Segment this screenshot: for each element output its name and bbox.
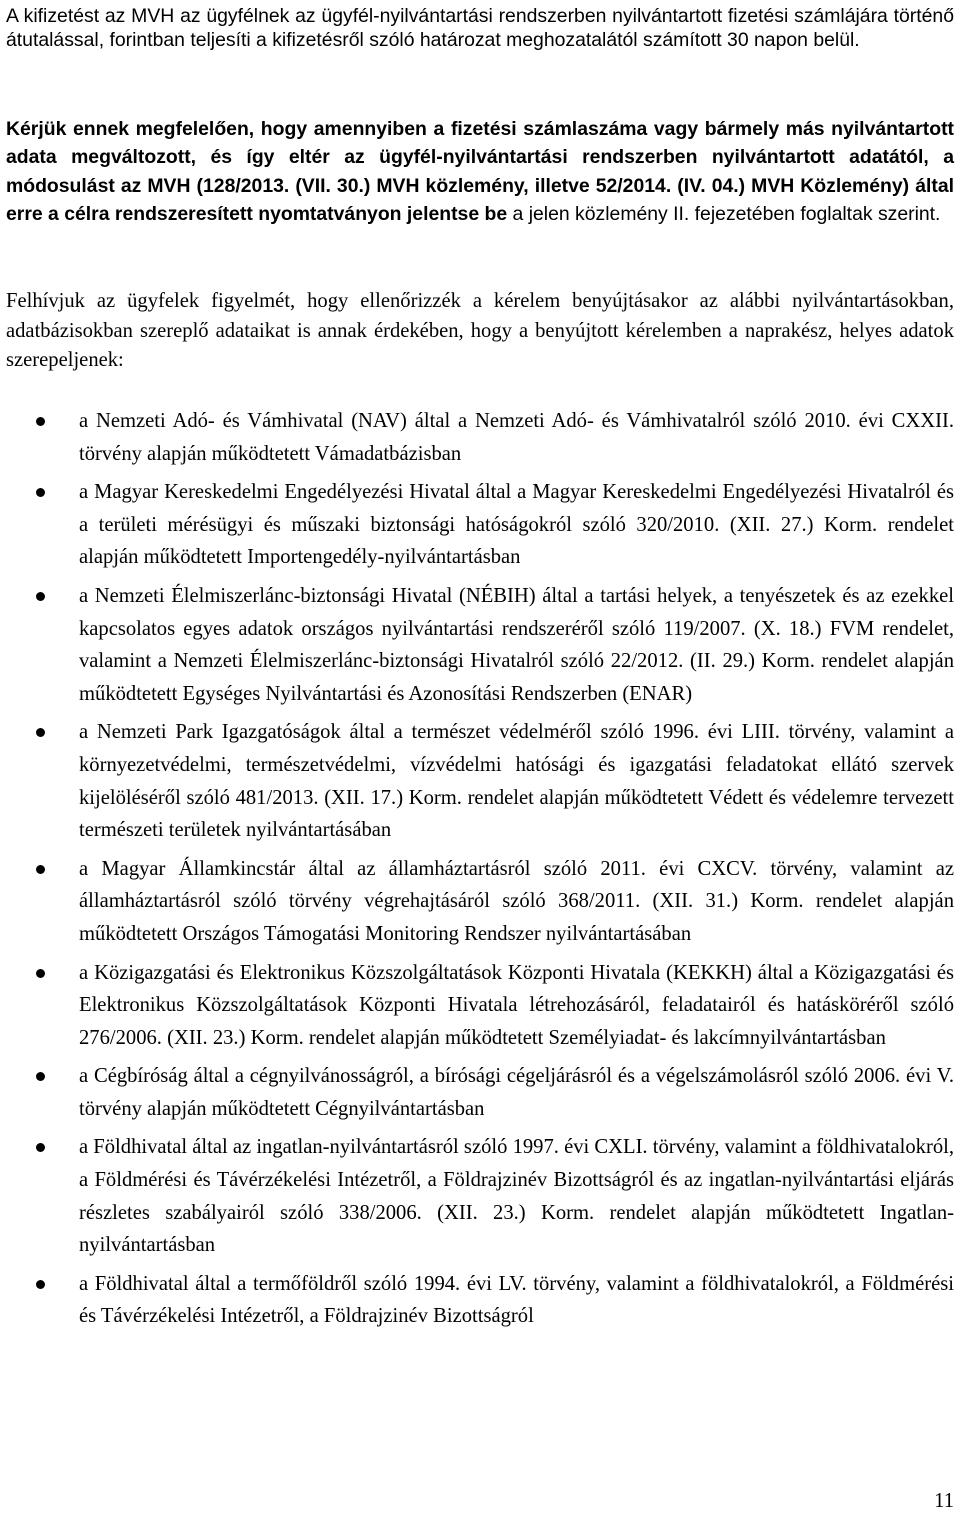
list-item-text: a Magyar Államkincstár által az államháztartásról szóló 2011. évi CXCV. törvény, valamint az államháztartásról szóló törvény végrehajtásáról szóló 368/2011. (XII. 31.) Korm. rendelet alapján működtetett Országos Támogatási Monitoring Rendszer nyilvántartásában [79, 857, 954, 945]
list-item-text: a Nemzeti Adó- és Vámhivatal (NAV) által a Nemzeti Adó- és Vámhivatalról szóló 2010. évi CXXII. törvény alapján működtetett Vámadatbázisban [79, 410, 954, 465]
bullet-icon [36, 728, 45, 737]
paragraph-payment-info: A kifizetést az MVH az ügyfélnek az ügyfél-nyilvántartási rendszerben nyilvántartott fizetési számlájára történő átutalással, forintban teljesíti a kifizetésről szóló határozat meghozatalától számított 30 napon belül. [6, 5, 954, 51]
page-number: 11 [934, 1490, 954, 1512]
list-item-text: a Cégbíróság által a cégnyilvánosságról, a bírósági cégeljárásról és a végelszámolásról szóló 2006. évi V. törvény alapján működtetett Cégnyilvántartásban [79, 1065, 954, 1120]
list-item-text: a Nemzeti Park Igazgatóságok által a természet védelméről szóló 1996. évi LIII. törvény, valamint a környezetvédelmi, természetvédelmi, vízvédelmi hatósági és igazgatási feladatokat ellátó szervek kijelöléséről szóló 481/2013. (XII. 17.) Korm. rendelet alapján működtetett Védett és védelemre tervezett természeti területek nyilvántartásában [79, 721, 954, 842]
list-item [0, 476, 960, 574]
list-item [0, 405, 960, 470]
bullet-icon [36, 969, 45, 978]
paragraph-check-registries: Felhívjuk az ügyfelek figyelmét, hogy ellenőrizzék a kérelem benyújtásakor az alábbi nyilvántartásokban, adatbázisokban szereplő adataikat is annak érdekében, hogy a benyújtott kérelemben a naprakész, helyes adatok szerepeljenek: [6, 290, 954, 372]
bullet-icon [36, 592, 45, 601]
paragraph-bold-part: Kérjük ennek megfelelően, hogy amennyiben a fizetési számlaszáma vagy bármely más nyilvántartott adata megváltozott, és így eltér az ügyfél-nyilvántartási rendszerben nyilvántartott adatától, a módosulást az MVH (128/2013. (VII. 30.) MVH közlemény, illetve 52/2014. (IV. 04.) MVH Közlemény) által erre a célra rendszeresített nyomtatványon jelentse be [6, 118, 954, 226]
bullet-icon [36, 488, 45, 497]
bullet-icon [36, 1072, 45, 1081]
bullet-icon [36, 417, 45, 426]
list-item [0, 853, 960, 951]
list-item [0, 716, 960, 846]
list-item-text: a Földhivatal által a termőföldről szóló 1994. évi LV. törvény, valamint a földhivatalokról, a Földmérési és Távérzékelési Intézetről, a Földrajzinév Bizottságról [79, 1272, 954, 1328]
list-item [0, 1131, 960, 1261]
bullet-icon [36, 1143, 45, 1152]
list-item [0, 1268, 960, 1333]
bullet-icon [36, 865, 45, 874]
list-item-text: a Magyar Kereskedelmi Engedélyezési Hivatal által a Magyar Kereskedelmi Engedélyezési Hivatalról és a területi mérésügyi és műszaki biztonsági hatóságokról szóló 320/2010. (XII. 27.) Korm. rendelet alapján működtetett Importengedély-nyilvántartásban [79, 481, 954, 569]
list-item [0, 957, 960, 1055]
list-item-text: a Földhivatal által az ingatlan-nyilvántartásról szóló 1997. évi CXLI. törvény, valamint a földhivatalokról, a Földmérési és Távérzékelési Intézetről, a Földrajzinév Bizottságról és az ingatlan-nyilvántartási eljárás részletes szabályairól szóló 338/2006. (XII. 23.) Korm. rendelet alapján működtetett Ingatlan-nyilvántartásban [79, 1136, 954, 1257]
registry-bullet-list [0, 405, 960, 1339]
paragraph-data-change-request [6, 115, 954, 229]
bullet-icon [36, 1280, 45, 1289]
list-item [0, 580, 960, 710]
list-item-text: a Közigazgatási és Elektronikus Közszolgáltatások Központi Hivatala (KEKKH) által a Közigazgatási és Elektronikus Közszolgáltatások Központi Hivatala létrehozásáról, feladatairól és hatásköréről szóló 276/2006. (XII. 23.) Korm. rendelet alapján működtetett Személyiadat- és lakcímnyilvántartásban [79, 961, 954, 1049]
list-item [0, 1060, 960, 1125]
list-item-text: a Nemzeti Élelmiszerlánc-biztonsági Hivatal (NÉBIH) által a tartási helyek, a tenyészetek és az ezekkel kapcsolatos egyes adatok országos nyilvántartási rendszeréről szóló 119/2007. (X. 18.) FVM rendelet, valamint a Nemzeti Élelmiszerlánc-biztonsági Hivatalról szóló 22/2012. (II. 29.) Korm. rendelet alapján működtetett Egységes Nyilvántartási és Azonosítási Rendszerben (ENAR) [79, 584, 954, 705]
paragraph-normal-part: a jelen közlemény II. fejezetében foglaltak szerint. [507, 203, 941, 226]
